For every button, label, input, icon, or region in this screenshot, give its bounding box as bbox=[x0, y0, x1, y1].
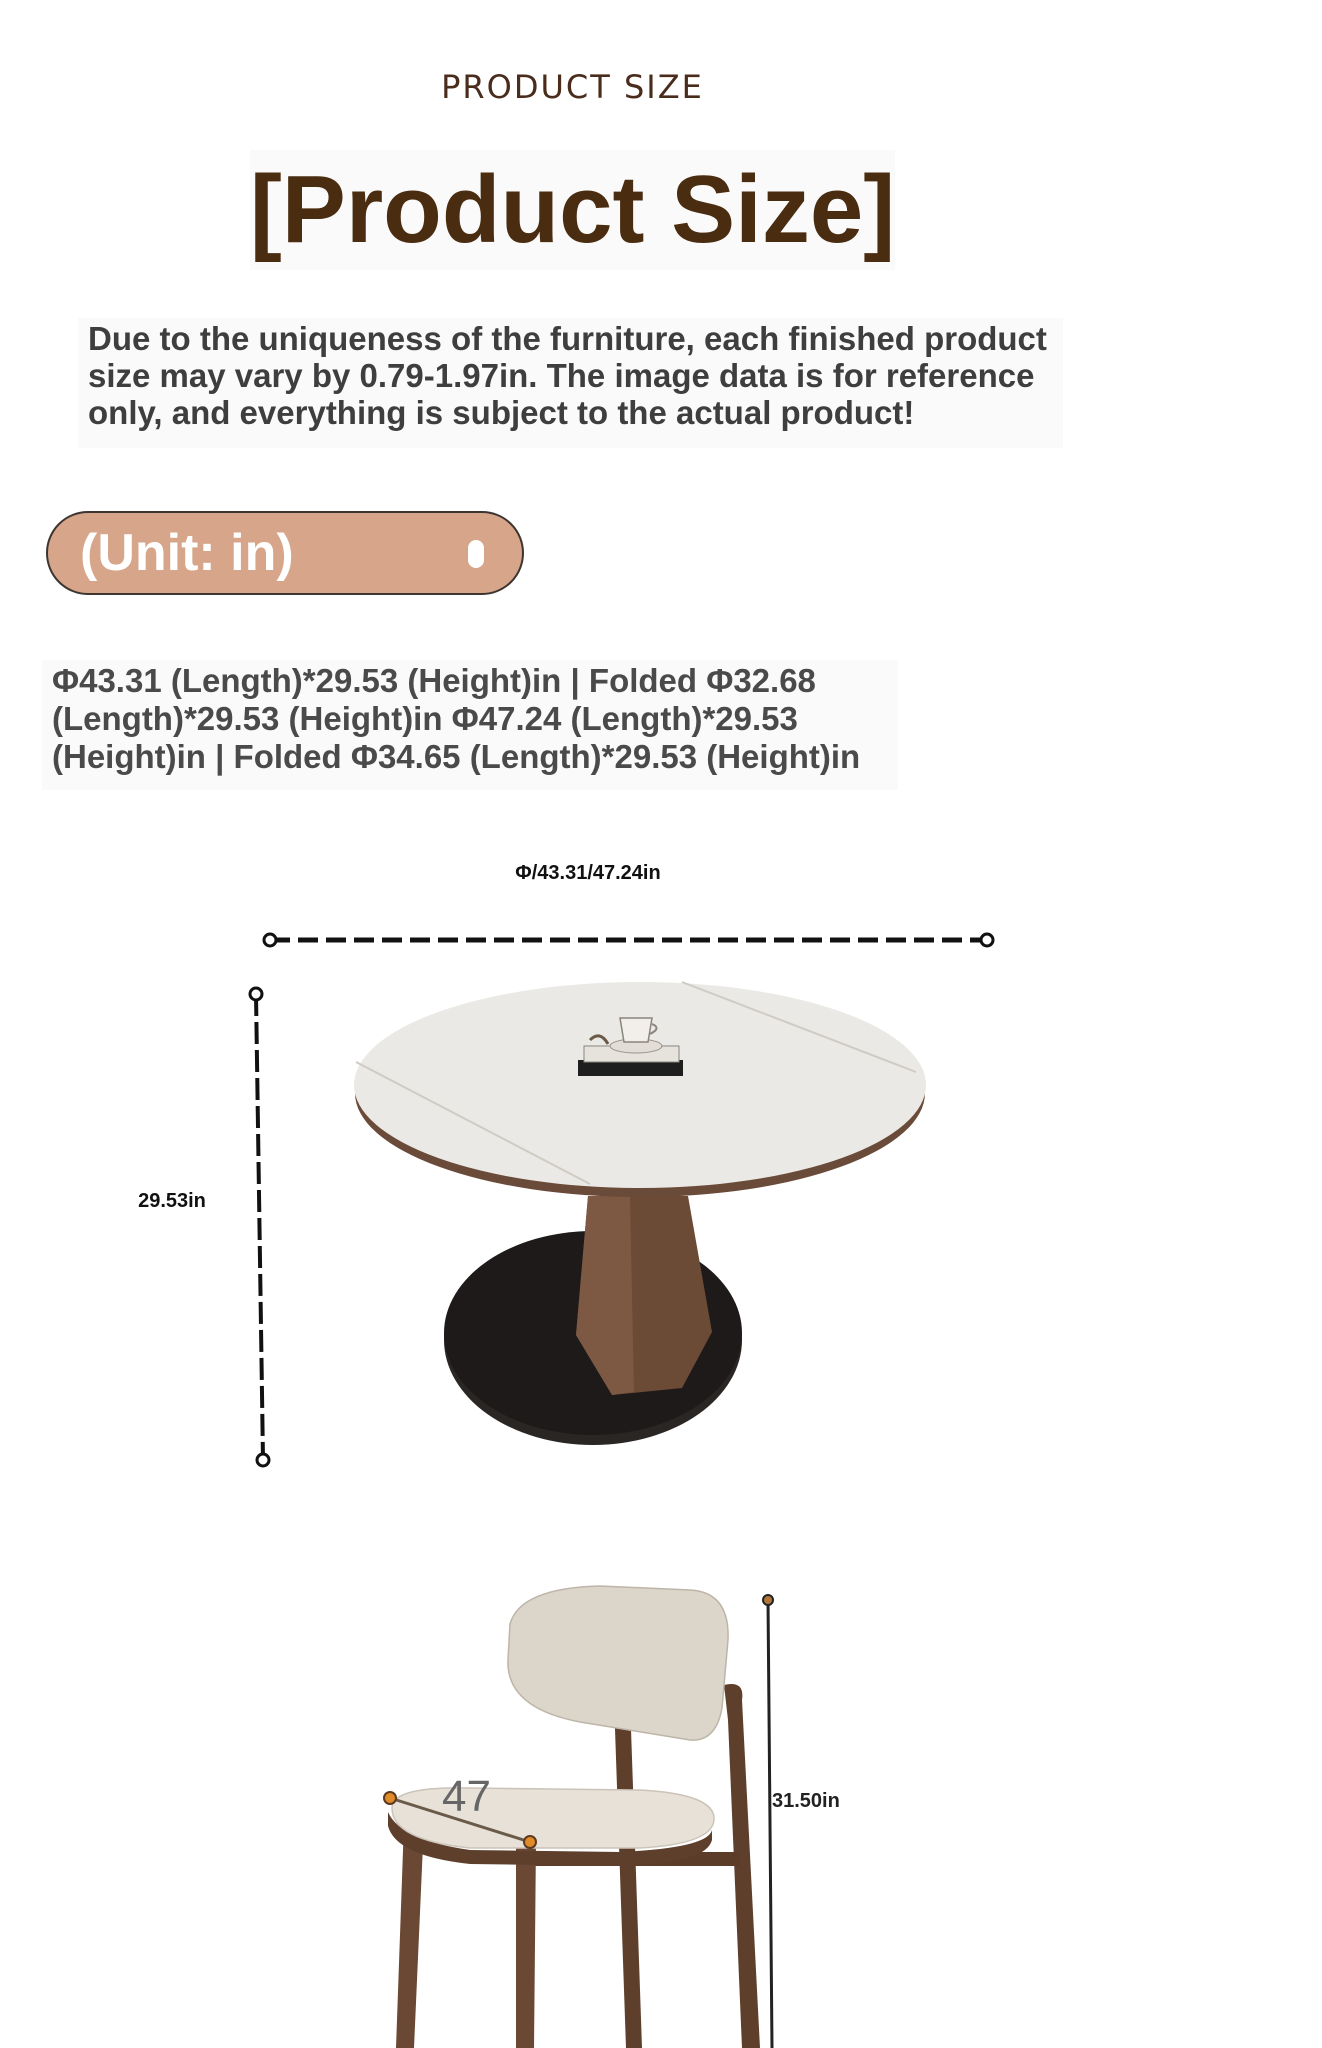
table-height-label: 29.53in bbox=[138, 1190, 206, 1212]
table-diameter-label: Φ/43.31/47.24in bbox=[515, 862, 661, 884]
chair-seat-label: 47 bbox=[442, 1772, 491, 1821]
size-variance-notice: Due to the uniqueness of the furniture, each finished product size may vary by 0.79-1.97in. The image data is for reference only, and everything is subject to the actual product! bbox=[88, 320, 1047, 431]
table-width-dimension-line bbox=[264, 934, 993, 946]
section-eyebrow: PRODUCT SIZE bbox=[441, 68, 704, 106]
dining-chair bbox=[384, 1586, 760, 2048]
unit-badge-label: (Unit: in) bbox=[80, 524, 294, 582]
page-title: [Product Size] bbox=[249, 156, 896, 263]
dimensions-text: Φ43.31 (Length)*29.53 (Height)in | Folded Φ32.68 (Length)*29.53 (Height)in Φ47.24 (Length)*29.53 (Height)in | Folded Φ34.65 (Length)*29.53 (Height)in bbox=[52, 662, 861, 775]
chair-height-dimension-line bbox=[763, 1595, 773, 2048]
chair-height-label: 31.50in bbox=[772, 1790, 840, 1812]
table-height-dimension-line bbox=[250, 988, 269, 1466]
